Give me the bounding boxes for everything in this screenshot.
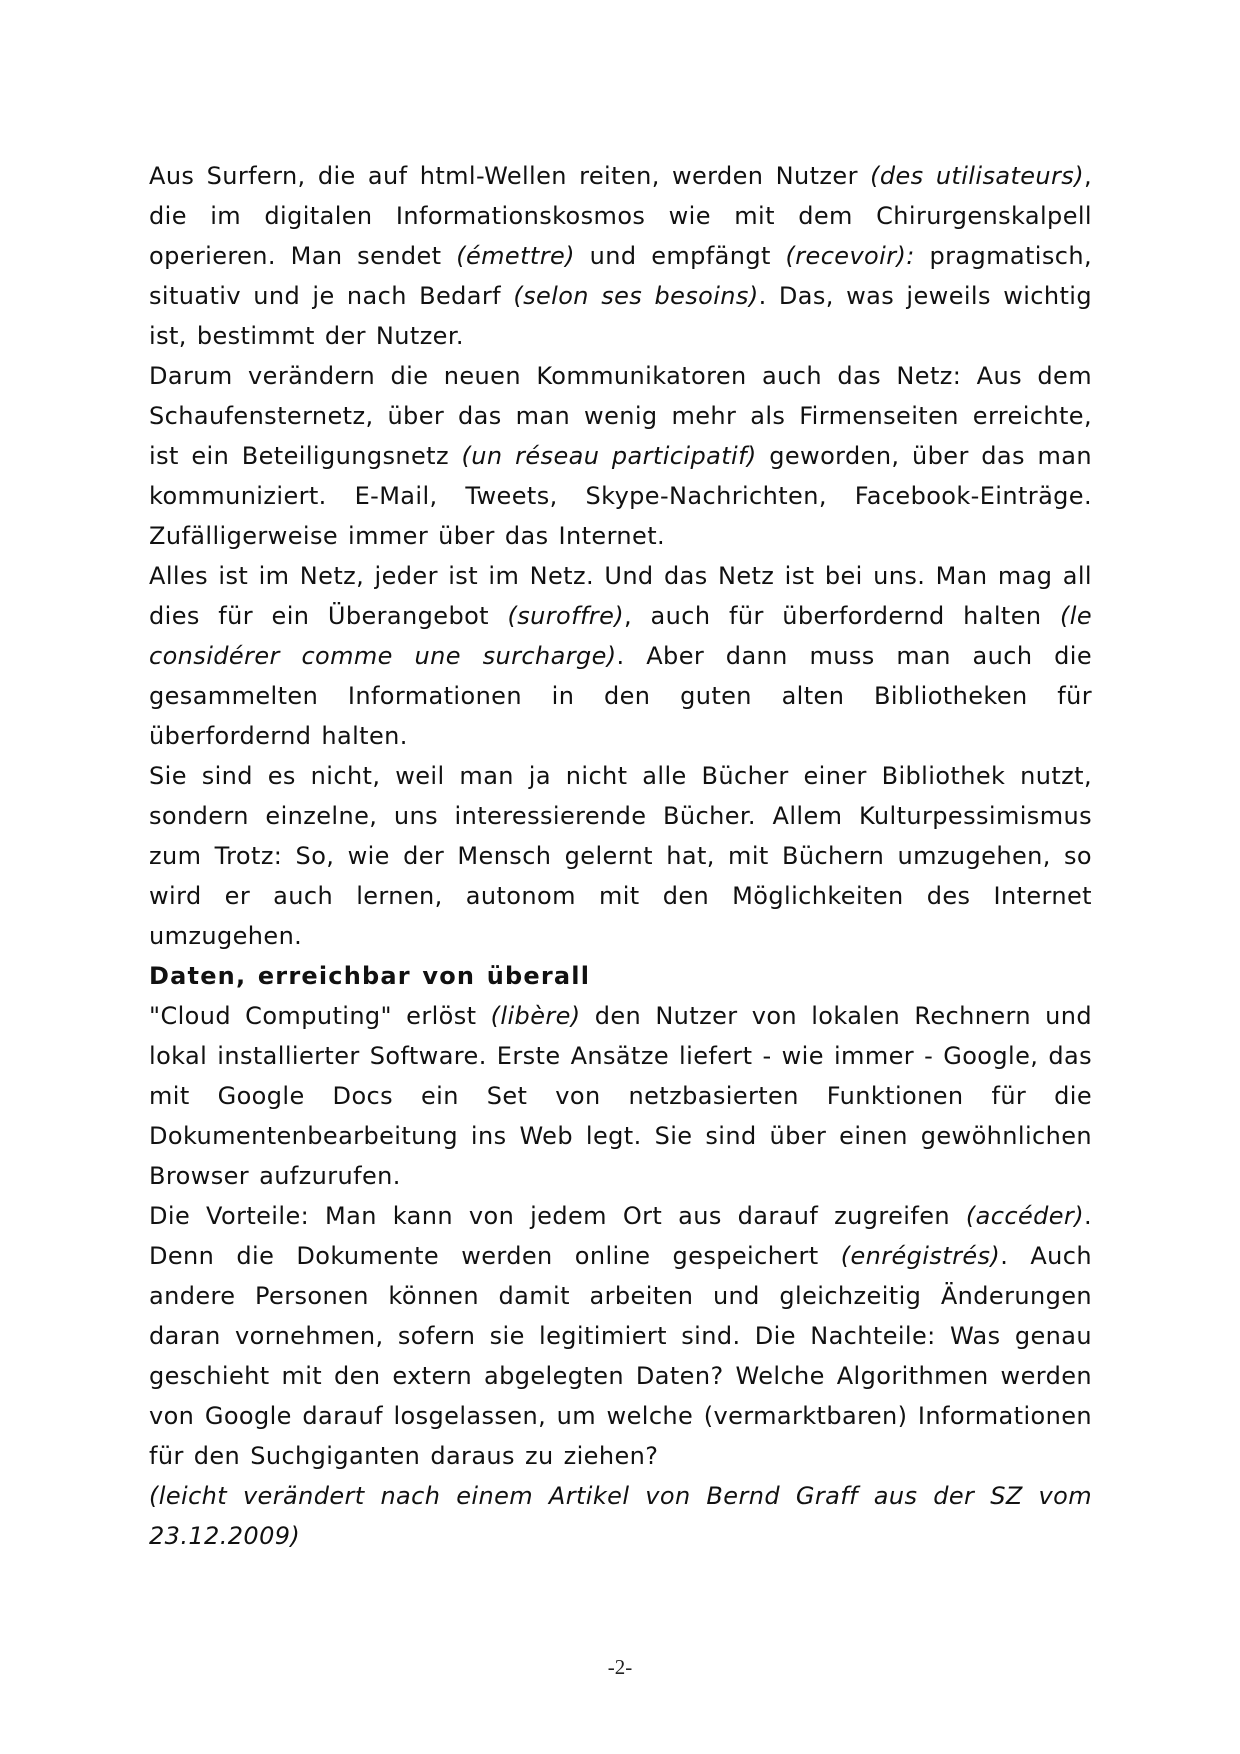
text-segment: pragmatisch, situativ und je nach Bedarf bbox=[149, 242, 1092, 310]
text-segment: , auch für überfordernd halten bbox=[624, 602, 1060, 630]
text-segment: Aus Surfern, die auf html-Wellen reiten, werden Nutzer bbox=[149, 162, 871, 190]
text-segment: Sie sind es nicht, weil man ja nicht alle Bücher einer Bibliothek nutzt, sondern einzelne, uns interessierende Bücher. Allem Kulturpessimismus zum Trotz: So, wie der Mensch gelernt hat, mit Büchern umzugehen, so wird er auch lernen, autonom mit den Möglichkeiten des Internet umzugehen. bbox=[149, 762, 1092, 950]
text-segment: . Aber dann muss man auch die gesammelten Informationen in den guten alten Bibliotheken für überfordernd halten. bbox=[149, 642, 1092, 750]
translation-gloss: (émettre) bbox=[456, 242, 575, 270]
translation-gloss: (accéder) bbox=[965, 1202, 1084, 1230]
text-segment: . Denn die Dokumente werden online gespeichert bbox=[149, 1202, 1092, 1270]
text-segment: Die Vorteile: Man kann von jedem Ort aus darauf zugreifen bbox=[149, 1202, 966, 1230]
text-segment: "Cloud Computing" erlöst bbox=[149, 1002, 491, 1030]
text-segment: Darum verändern die neuen Kommunikatoren auch das Netz: Aus dem Schaufensternetz, über das man wenig mehr als Firmenseiten erreichte, ist ein Beteiligungsnetz bbox=[149, 362, 1092, 470]
page-number: -2- bbox=[607, 1655, 633, 1679]
text-segment: . Auch andere Personen können damit arbeiten und gleichzeitig Änderungen daran vornehmen, sofern sie legitimiert sind. Die Nachteile: Was genau geschieht mit den extern abgelegten Daten? Welche Algorithmen werden von Google darauf losgelassen, um welche (vermarktbaren) Informationen für den Suchgiganten daraus zu ziehen? bbox=[149, 1242, 1092, 1470]
text-segment: , die im digitalen Informationskosmos wie mit dem Chirurgenskalpell operieren. Man sendet bbox=[149, 162, 1093, 270]
text-segment: Alles ist im Netz, jeder ist im Netz. Und das Netz ist bei uns. Man mag all dies für ein Überangebot bbox=[149, 562, 1092, 630]
paragraph-4 bbox=[149, 756, 1092, 956]
section-heading: Daten, erreichbar von überall bbox=[149, 962, 591, 990]
paragraph-5 bbox=[149, 996, 1092, 1196]
paragraph-2 bbox=[149, 356, 1092, 556]
translation-gloss: (le considérer comme une surcharge) bbox=[149, 602, 1092, 670]
translation-gloss: (des utilisateurs) bbox=[870, 162, 1084, 190]
article-text bbox=[149, 156, 1092, 1556]
translation-gloss: (enrégistrés) bbox=[840, 1242, 1001, 1270]
translation-gloss: (un réseau participatif) bbox=[461, 442, 757, 470]
translation-gloss: (selon ses besoins) bbox=[513, 282, 759, 310]
paragraph-6 bbox=[149, 1196, 1092, 1476]
translation-gloss: (suroffre) bbox=[507, 602, 625, 630]
text-segment: und empfängt bbox=[574, 242, 786, 270]
text-segment: . Das, was jeweils wichtig ist, bestimmt der Nutzer. bbox=[149, 282, 1093, 350]
translation-gloss: (recevoir): bbox=[785, 242, 915, 270]
translation-gloss: (libère) bbox=[490, 1002, 581, 1030]
text-segment: geworden, über das man kommuniziert. E-Mail, Tweets, Skype-Nachrichten, Facebook-Einträge. Zufälligerweise immer über das Internet. bbox=[149, 442, 1093, 550]
paragraph-1 bbox=[149, 156, 1092, 356]
text-segment: den Nutzer von lokalen Rechnern und lokal installierter Software. Erste Ansätze liefert - wie immer - Google, das mit Google Docs ein Set von netzbasierten Funktionen für die Dokumentenbearbeitung ins Web legt. Sie sind über einen gewöhnlichen Browser aufzurufen. bbox=[149, 1002, 1092, 1190]
paragraph-3 bbox=[149, 556, 1092, 756]
source-citation: (leicht verändert nach einem Artikel von Bernd Graff aus der SZ vom 23.12.2009) bbox=[149, 1482, 1092, 1550]
